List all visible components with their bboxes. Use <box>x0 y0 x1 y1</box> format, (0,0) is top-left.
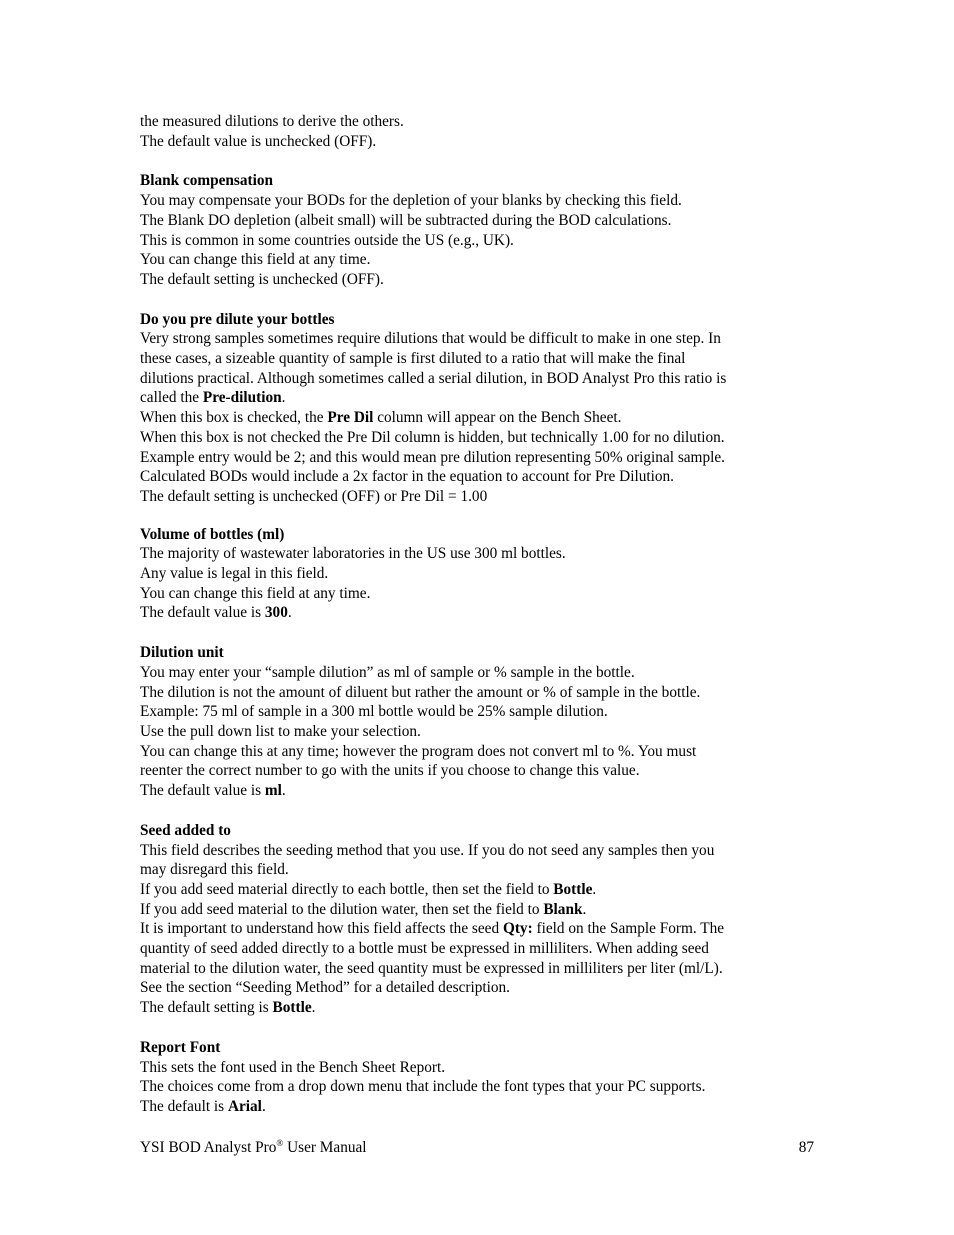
text-line: If you add seed material to the dilution water, then set the field to Blank. <box>140 900 587 918</box>
text-line: called the Pre-dilution. <box>140 389 286 407</box>
text-line: may disregard this field. <box>140 861 289 879</box>
emphasis-text: Bottle <box>553 880 593 898</box>
section-heading: Seed added to <box>140 821 231 839</box>
text-line: The choices come from a drop down menu that include the font types that your PC supports. <box>140 1078 706 1096</box>
section-blank-compensation <box>140 171 820 289</box>
section-heading: Volume of bottles (ml) <box>140 525 285 543</box>
text-line: dilutions practical. Although sometimes called a serial dilution, in BOD Analyst Pro this ratio is <box>140 369 727 387</box>
text-line: The default value is ml. <box>140 782 286 800</box>
page-body <box>140 112 820 1117</box>
footer-title: YSI BOD Analyst Pro® User Manual <box>140 1137 367 1156</box>
section-heading: Report Font <box>140 1038 221 1056</box>
text-line: You can change this field at any time. <box>140 251 371 269</box>
text-line: Very strong samples sometimes require dilutions that would be difficult to make in one step. In <box>140 330 721 348</box>
text-line: When this box is checked, the Pre Dil column will appear on the Bench Sheet. <box>140 409 622 427</box>
text-line: You may compensate your BODs for the depletion of your blanks by checking this field. <box>140 192 682 210</box>
section-report-font <box>140 1038 820 1117</box>
section-volume-of-bottles <box>140 525 820 624</box>
text-line: material to the dilution water, the seed quantity must be expressed in milliliters per liter (ml/L). <box>140 959 723 977</box>
text-line: The default setting is Bottle. <box>140 999 316 1017</box>
text-line: reenter the correct number to go with the units if you choose to change this value. <box>140 762 640 780</box>
section-dilution-unit <box>140 643 820 801</box>
section-pre-dilute <box>140 310 820 507</box>
text-line: You can change this at any time; however the program does not convert ml to %. You must <box>140 742 697 760</box>
text-line: You may enter your “sample dilution” as ml of sample or % sample in the bottle. <box>140 663 635 681</box>
section-heading: Do you pre dilute your bottles <box>140 310 335 328</box>
emphasis-text: Arial <box>227 1097 262 1115</box>
emphasis-text: Qty: <box>502 920 533 938</box>
text-line: The default value is unchecked (OFF). <box>140 132 377 150</box>
text-line: Example: 75 ml of sample in a 300 ml bottle would be 25% sample dilution. <box>140 703 608 721</box>
emphasis-text: Pre-dilution <box>202 389 282 407</box>
text-line: Example entry would be 2; and this would mean pre dilution representing 50% original sample. <box>140 448 725 466</box>
text-line: If you add seed material directly to each bottle, then set the field to Bottle. <box>140 880 597 898</box>
section-seed-added-to <box>140 821 820 1018</box>
text-line: When this box is not checked the Pre Dil column is hidden, but technically 1.00 for no dilution. <box>140 428 725 446</box>
section-heading: Blank compensation <box>140 172 274 190</box>
text-line: The dilution is not the amount of diluent but rather the amount or % of sample in the bottle. <box>140 683 701 701</box>
text-line: Calculated BODs would include a 2x factor in the equation to account for Pre Dilution. <box>140 468 674 486</box>
text-line: It is important to understand how this field affects the seed Qty: field on the Sample Form. The <box>140 920 725 938</box>
text-line: The default setting is unchecked (OFF). <box>140 270 384 288</box>
text-line: The default setting is unchecked (OFF) or Pre Dil = 1.00 <box>140 487 488 505</box>
text-line: these cases, a sizeable quantity of sample is first diluted to a ratio that will make the final <box>140 350 686 368</box>
text-line: The default is Arial. <box>140 1097 266 1115</box>
text-line: You can change this field at any time. <box>140 584 371 602</box>
text-line: See the section “Seeding Method” for a detailed description. <box>140 979 510 997</box>
text-line: The Blank DO depletion (albeit small) will be subtracted during the BOD calculations. <box>140 211 672 229</box>
text-line: quantity of seed added directly to a bottle must be expressed in milliliters. When adding seed <box>140 940 709 958</box>
section-heading: Dilution unit <box>140 644 224 662</box>
text-line: Use the pull down list to make your selection. <box>140 722 421 740</box>
text-line: Any value is legal in this field. <box>140 565 329 583</box>
text-line: the measured dilutions to derive the others. <box>140 113 404 130</box>
text-line: The default value is 300. <box>140 604 292 622</box>
text-line: This sets the font used in the Bench Sheet Report. <box>140 1058 446 1076</box>
text-line: This field describes the seeding method that you use. If you do not seed any samples then you <box>140 841 715 859</box>
page-footer <box>140 1138 814 1158</box>
text-line: This is common in some countries outside the US (e.g., UK). <box>140 231 514 249</box>
emphasis-text: ml <box>264 782 282 800</box>
emphasis-text: 300 <box>264 604 288 622</box>
registered-mark: ® <box>276 1137 284 1148</box>
text-line: The majority of wastewater laboratories in the US use 300 ml bottles. <box>140 545 566 563</box>
emphasis-text: Pre Dil <box>327 409 374 427</box>
emphasis-text: Blank <box>543 900 583 918</box>
emphasis-text: Bottle <box>272 999 312 1017</box>
intro-text <box>140 112 820 151</box>
page-number: 87 <box>798 1139 814 1156</box>
